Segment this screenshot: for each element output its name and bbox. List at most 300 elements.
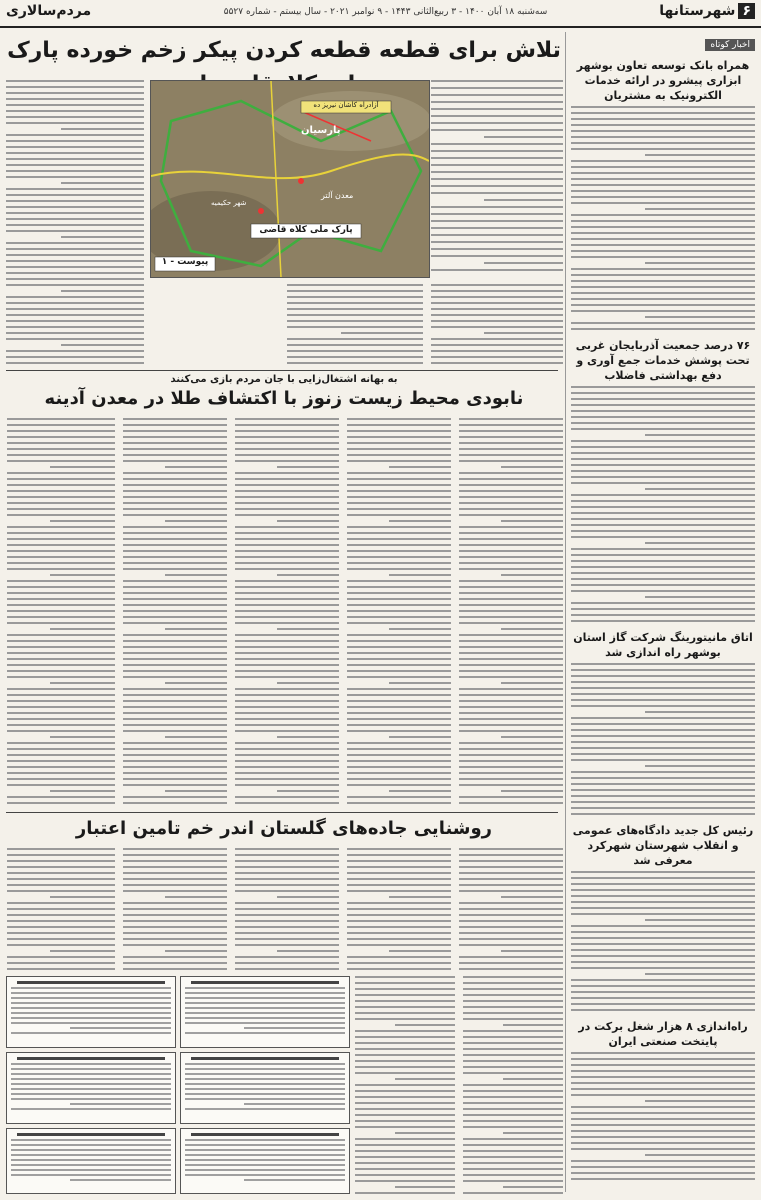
- text-line: [123, 902, 227, 904]
- text-line: [463, 1084, 563, 1086]
- text-line: [6, 158, 144, 160]
- text-line: [571, 1070, 755, 1072]
- text-line: [6, 320, 144, 322]
- text-line: [463, 1006, 563, 1008]
- text-line: [571, 693, 755, 695]
- text-line: [235, 658, 339, 660]
- text-line: [463, 1042, 563, 1044]
- notice-box: [180, 976, 350, 1048]
- text-line: [123, 766, 227, 768]
- text-line: [185, 1174, 345, 1176]
- text-line: [463, 1192, 563, 1194]
- text-line: [571, 130, 755, 132]
- text-line: [235, 604, 339, 606]
- text-line: [6, 188, 144, 190]
- text-line: [235, 956, 339, 958]
- text-line: [431, 122, 563, 124]
- text-line: [571, 280, 755, 282]
- text-line: [571, 160, 755, 162]
- text-line: [235, 688, 339, 690]
- text-line: [165, 790, 227, 792]
- text-line: [571, 464, 755, 466]
- text-line: [571, 1009, 755, 1011]
- text-line: [389, 466, 451, 468]
- text-line: [235, 454, 339, 456]
- text-line: [185, 1002, 345, 1004]
- text-line: [11, 1108, 171, 1110]
- text-line: [123, 454, 227, 456]
- text-line: [463, 1096, 563, 1098]
- text-line: [235, 484, 339, 486]
- text-line: [287, 302, 423, 304]
- text-line: [7, 854, 115, 856]
- text-line: [571, 578, 755, 580]
- text-line: [235, 616, 339, 618]
- text-line: [11, 1164, 171, 1166]
- map-graphic: [151, 81, 429, 277]
- text-line: [459, 932, 563, 934]
- text-line: [347, 866, 451, 868]
- text-line: [7, 866, 115, 868]
- text-line: [123, 550, 227, 552]
- text-line: [7, 718, 115, 720]
- text-line: [571, 118, 755, 120]
- text-line: [459, 884, 563, 886]
- text-line: [347, 700, 451, 702]
- text-line: [459, 938, 563, 940]
- short-news-item: [571, 58, 755, 330]
- short-news-item: [571, 1019, 755, 1180]
- text-line: [7, 586, 115, 588]
- text-line: [7, 670, 115, 672]
- text-line: [11, 1032, 171, 1034]
- text-line: [355, 1114, 455, 1116]
- text-line: [347, 766, 451, 768]
- text-line: [459, 802, 563, 804]
- text-line: [7, 556, 115, 558]
- text-line: [347, 796, 451, 798]
- text-line: [7, 712, 115, 714]
- text-line: [571, 889, 755, 891]
- text-line: [235, 640, 339, 642]
- text-line: [571, 907, 755, 909]
- text-line: [6, 200, 144, 202]
- text-line: [6, 134, 144, 136]
- text-line: [571, 106, 755, 108]
- text-line: [355, 994, 455, 996]
- body-text-lines: [571, 871, 755, 1011]
- text-line: [165, 520, 227, 522]
- text-line: [123, 854, 227, 856]
- text-line: [571, 136, 755, 138]
- notice-box: [6, 1128, 176, 1194]
- text-line: [347, 544, 451, 546]
- text-line: [7, 962, 115, 964]
- paper-name: مردم‌سالاری: [6, 3, 92, 19]
- map-label-town: شهر حکیمیه: [211, 199, 247, 207]
- text-line: [6, 110, 144, 112]
- text-line: [571, 1130, 755, 1132]
- text-line: [123, 442, 227, 444]
- text-line: [431, 220, 563, 222]
- text-line: [389, 520, 451, 522]
- text-line: [11, 1017, 171, 1019]
- text-line: [463, 1120, 563, 1122]
- text-line: [571, 298, 755, 300]
- text-line: [6, 338, 144, 340]
- text-line: [123, 944, 227, 946]
- text-line: [347, 526, 451, 528]
- text-line: [431, 157, 563, 159]
- text-line: [7, 550, 115, 552]
- text-line: [571, 554, 755, 556]
- text-line: [7, 592, 115, 594]
- text-line: [459, 478, 563, 480]
- text-line: [571, 747, 755, 749]
- text-line: [235, 508, 339, 510]
- text-line: [11, 1139, 171, 1141]
- text-line: [185, 1098, 345, 1100]
- text-line: [459, 760, 563, 762]
- text-line: [6, 224, 144, 226]
- text-line: [235, 712, 339, 714]
- text-line: [347, 968, 451, 970]
- text-line: [347, 658, 451, 660]
- text-line: [355, 1156, 455, 1158]
- text-line: [123, 652, 227, 654]
- text-line: [459, 860, 563, 862]
- text-line: [6, 326, 144, 328]
- text-line: [70, 1103, 171, 1105]
- text-line: [50, 682, 115, 684]
- text-line: [503, 1186, 563, 1188]
- text-line: [185, 1083, 345, 1085]
- text-line: [459, 766, 563, 768]
- text-line: [6, 212, 144, 214]
- text-line: [347, 562, 451, 564]
- text-line: [571, 789, 755, 791]
- text-line: [123, 712, 227, 714]
- text-line: [347, 920, 451, 922]
- story-body: [355, 976, 563, 1194]
- text-line: [185, 987, 345, 989]
- text-line: [235, 938, 339, 940]
- text-line: [431, 338, 563, 340]
- text-line: [287, 314, 423, 316]
- text-line: [463, 1162, 563, 1164]
- text-line: [431, 308, 563, 310]
- text-line: [165, 628, 227, 630]
- text-line: [463, 1012, 563, 1014]
- text-line: [6, 176, 144, 178]
- text-line: [123, 526, 227, 528]
- text-line: [6, 308, 144, 310]
- text-line: [7, 472, 115, 474]
- text-line: [235, 562, 339, 564]
- text-line: [355, 1180, 455, 1182]
- text-line: [61, 290, 144, 292]
- text-line: [287, 290, 423, 292]
- text-line: [571, 470, 755, 472]
- text-line: [571, 244, 755, 246]
- text-line: [459, 502, 563, 504]
- text-line: [571, 699, 755, 701]
- text-line: [459, 592, 563, 594]
- short-news-title: رئیس کل جدید دادگاه‌های عمومی و انقلاب شهرستان شهرکرد معرفی شد: [572, 824, 754, 867]
- text-line: [235, 854, 339, 856]
- text-line: [459, 646, 563, 648]
- text-line: [235, 914, 339, 916]
- lead-body-column: [6, 80, 144, 364]
- text-line: [355, 1030, 455, 1032]
- text-line: [347, 872, 451, 874]
- text-line: [6, 116, 144, 118]
- text-line: [6, 260, 144, 262]
- text-line: [235, 760, 339, 762]
- text-line: [235, 622, 339, 624]
- notice-box: [6, 976, 176, 1048]
- text-line: [355, 1162, 455, 1164]
- text-line: [463, 1054, 563, 1056]
- text-line: [244, 1103, 345, 1105]
- text-line: [459, 700, 563, 702]
- text-line: [355, 1060, 455, 1062]
- text-line: [235, 646, 339, 648]
- text-line: [431, 234, 563, 236]
- text-line: [431, 171, 563, 173]
- text-line: [235, 730, 339, 732]
- text-line: [571, 1166, 755, 1168]
- text-line: [571, 1088, 755, 1090]
- short-news-tag: اخبار کوتاه: [705, 39, 755, 51]
- text-line: [571, 1118, 755, 1120]
- text-line: [355, 976, 455, 978]
- text-line: [165, 574, 227, 576]
- text-line: [7, 754, 115, 756]
- text-line: [50, 628, 115, 630]
- text-line: [571, 584, 755, 586]
- text-line: [123, 802, 227, 804]
- text-line: [11, 1022, 171, 1024]
- text-line: [463, 1108, 563, 1110]
- text-line: [185, 1063, 345, 1065]
- text-line: [50, 466, 115, 468]
- text-line: [347, 706, 451, 708]
- text-line: [7, 436, 115, 438]
- text-line: [185, 1032, 345, 1034]
- text-line: [11, 1002, 171, 1004]
- text-line: [463, 1030, 563, 1032]
- text-line: [431, 206, 563, 208]
- text-line: [185, 1078, 345, 1080]
- text-line: [7, 694, 115, 696]
- text-line: [645, 542, 755, 544]
- text-line: [123, 490, 227, 492]
- text-line: [277, 628, 339, 630]
- text-line: [7, 742, 115, 744]
- text-line: [431, 94, 563, 96]
- text-line: [459, 424, 563, 426]
- text-line: [459, 784, 563, 786]
- text-line: [70, 1179, 171, 1181]
- text-line: [645, 154, 755, 156]
- text-line: [6, 356, 144, 358]
- text-line: [347, 670, 451, 672]
- text-line: [123, 772, 227, 774]
- text-line: [347, 508, 451, 510]
- text-line: [123, 676, 227, 678]
- text-line: [431, 185, 563, 187]
- text-line: [347, 490, 451, 492]
- text-line: [355, 1042, 455, 1044]
- text-line: [123, 472, 227, 474]
- text-line: [459, 854, 563, 856]
- short-news-title: همراه بانک توسعه تعاون بوشهر ابزاری پیشرو در ارائه خدمات الکترونیک به مشتریان: [576, 59, 750, 102]
- text-line: [645, 208, 755, 210]
- text-line: [244, 1179, 345, 1181]
- text-line: [123, 436, 227, 438]
- text-line: [501, 682, 563, 684]
- text-line: [347, 878, 451, 880]
- text-line: [235, 598, 339, 600]
- text-line: [355, 1150, 455, 1152]
- text-line: [571, 1003, 755, 1005]
- text-line: [571, 967, 755, 969]
- text-line: [7, 478, 115, 480]
- text-line: [571, 536, 755, 538]
- text-line: [459, 526, 563, 528]
- text-line: [347, 712, 451, 714]
- text-line: [123, 460, 227, 462]
- text-line: [235, 592, 339, 594]
- text-line: [287, 350, 423, 352]
- text-line: [355, 1144, 455, 1146]
- section-divider: [6, 812, 558, 813]
- text-line: [11, 1149, 171, 1151]
- text-line: [571, 807, 755, 809]
- text-line: [571, 310, 755, 312]
- text-line: [61, 236, 144, 238]
- text-line: [235, 634, 339, 636]
- text-line: [645, 316, 755, 318]
- short-news-title: اتاق مانیتورینگ شرکت گاز استان بوشهر راه اندازی شد: [573, 631, 753, 659]
- text-line: [123, 890, 227, 892]
- text-line: [235, 676, 339, 678]
- text-line: [463, 1174, 563, 1176]
- story-kicker: به بهانه اشتغال‌زایی با جان مردم بازی می‌کنند: [170, 374, 398, 385]
- text-line: [7, 902, 115, 904]
- text-line: [431, 255, 563, 257]
- text-line: [347, 418, 451, 420]
- text-line: [571, 458, 755, 460]
- text-line: [347, 956, 451, 958]
- text-line: [7, 872, 115, 874]
- text-line: [235, 860, 339, 862]
- text-line: [347, 944, 451, 946]
- text-line: [431, 115, 563, 117]
- text-line: [185, 1007, 345, 1009]
- text-line: [355, 1066, 455, 1068]
- text-line: [235, 920, 339, 922]
- text-line: [459, 944, 563, 946]
- text-line: [123, 848, 227, 850]
- short-news-item: [571, 630, 755, 815]
- text-line: [123, 700, 227, 702]
- text-line: [185, 1139, 345, 1141]
- text-line: [459, 778, 563, 780]
- text-line: [6, 218, 144, 220]
- text-line: [165, 950, 227, 952]
- text-line: [185, 1012, 345, 1014]
- text-line: [501, 790, 563, 792]
- text-line: [347, 448, 451, 450]
- text-line: [7, 490, 115, 492]
- text-line: [571, 1112, 755, 1114]
- text-line: [7, 796, 115, 798]
- text-line: [571, 1106, 755, 1108]
- text-line: [459, 568, 563, 570]
- text-line: [571, 955, 755, 957]
- text-line: [347, 604, 451, 606]
- text-line: [123, 544, 227, 546]
- text-line: [571, 901, 755, 903]
- text-line: [459, 730, 563, 732]
- text-line: [7, 448, 115, 450]
- text-line: [355, 1054, 455, 1056]
- text-line: [123, 748, 227, 750]
- text-line: [347, 424, 451, 426]
- text-line: [235, 884, 339, 886]
- text-line: [347, 742, 451, 744]
- text-line: [185, 1164, 345, 1166]
- text-line: [431, 269, 563, 271]
- text-line: [459, 742, 563, 744]
- text-line: [571, 931, 755, 933]
- text-line: [463, 1138, 563, 1140]
- text-line: [571, 482, 755, 484]
- text-line: [484, 136, 563, 138]
- text-line: [484, 332, 563, 334]
- text-line: [7, 442, 115, 444]
- text-line: [459, 968, 563, 970]
- text-line: [6, 104, 144, 106]
- text-line: [355, 1012, 455, 1014]
- text-line: [459, 562, 563, 564]
- text-line: [571, 961, 755, 963]
- text-line: [235, 544, 339, 546]
- text-line: [571, 801, 755, 803]
- section-name: شهرستانها: [659, 3, 736, 19]
- text-line: [287, 320, 423, 322]
- text-line: [571, 428, 755, 430]
- text-line: [347, 442, 451, 444]
- text-line: [431, 362, 563, 364]
- text-line: [185, 1169, 345, 1171]
- text-line: [571, 410, 755, 412]
- text-line: [347, 496, 451, 498]
- text-line: [355, 1192, 455, 1194]
- text-line: [7, 688, 115, 690]
- text-line: [571, 560, 755, 562]
- text-line: [431, 350, 563, 352]
- text-line: [571, 548, 755, 550]
- text-line: [463, 1018, 563, 1020]
- text-line: [123, 866, 227, 868]
- text-line: [7, 544, 115, 546]
- text-line: [571, 422, 755, 424]
- text-line: [431, 80, 563, 82]
- text-line: [571, 590, 755, 592]
